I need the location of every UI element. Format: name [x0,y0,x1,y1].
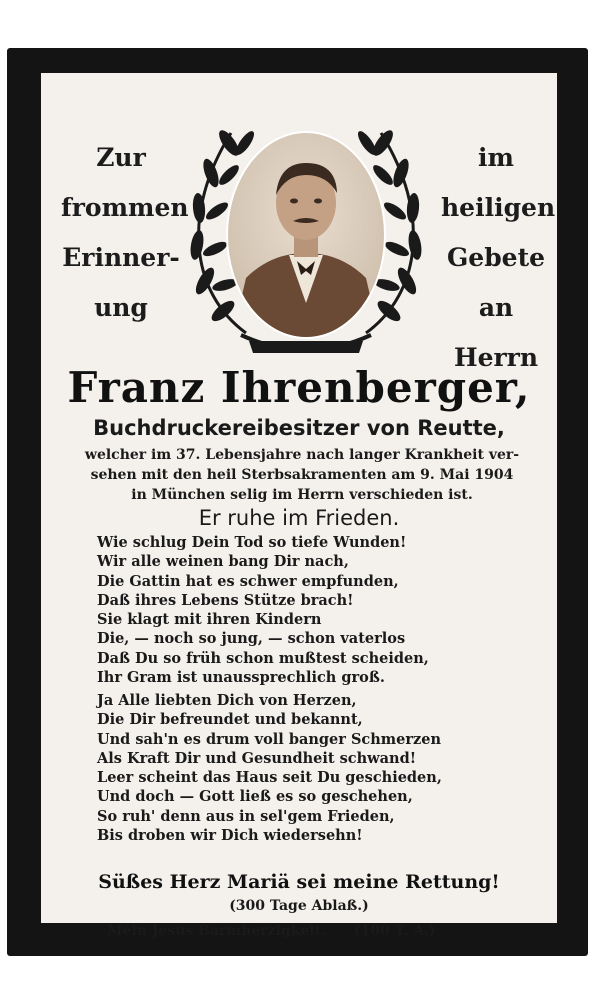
heading-right-line: an Herrn [453,293,539,372]
laurel-wreath-icon [171,103,441,373]
poem-line: Ihr Gram ist unaussprechlich groß. [97,669,385,687]
death-notice [57,445,547,505]
poem-line: Die Dir befreundet und bekannt, [97,711,363,729]
heading-left-line: ung [94,293,148,322]
poem-line: Leer scheint das Haus seit Du geschieden, [97,769,442,787]
poem-line: Sie klagt mit ihren Kindern [97,611,322,629]
poem-line: So ruh' denn aus in sel'gem Frieden, [97,807,395,825]
occupation: Buchdruckereibesitzer von Reutte, [93,416,505,440]
poem-line: Ja Alle liebten Dich von Herzen, [97,692,357,709]
heading-right [441,133,556,372]
prayer-indulgence: (300 Tage Ablaß.) [229,898,369,914]
notice-line: in München selig im Herrn verschieden ist. [131,487,473,503]
notice-line: welcher im 37. Lebensjahre nach langer Krankheit ver- [84,447,520,463]
portrait-photo [221,128,391,343]
deceased-name: Franz Ihrenberger, [67,363,531,412]
notice-line: sehen mit den heil Sterbsakramenten am 9. Mai 1904 [90,467,514,483]
heading-left-line: Zur [96,143,146,172]
heading-left [61,133,189,333]
poem-line: Daß ihres Lebens Stütze brach! [97,591,354,609]
card-paper [41,73,557,939]
poem-line: Daß Du so früh schon mußtest scheiden, [97,649,429,667]
rest-in-peace: Er ruhe im Frieden. [198,506,400,530]
poem-line: Und sah'n es drum voll banger Schmerzen [97,730,441,748]
poem-line: Wie schlug Dein Tod so tiefe Wunden! [97,534,407,551]
memorial-card [7,48,588,956]
prayer: Süßes Herz Mariä sei meine Rettung! [98,871,500,893]
poem-line: Als Kraft Dir und Gesundheit schwand! [97,749,417,767]
heading-right-line: Gebete [446,243,546,272]
footer [107,923,435,939]
footer-prayer: Mein Jesus Barmherzigkeit. [107,923,327,939]
portrait-frame [171,103,441,373]
poem-line: Bis droben wir Dich wiedersehn! [97,827,363,845]
footer-indulgence: (100 T. A.) [354,923,436,939]
poem-stanza-2 [97,691,442,845]
heading-left-line: Erinner- [62,243,180,272]
poem-line: Die, — noch so jung, — schon vaterlos [97,630,406,648]
heading-right-line: heiligen [441,193,556,222]
heading-right-line: im [478,143,514,172]
heading-left-line: frommen [61,193,189,222]
poem-line: Wir alle weinen bang Dir nach, [97,553,349,571]
poem-stanza-1 [97,533,429,687]
poem-line: Die Gattin hat es schwer empfunden, [97,572,399,590]
poem-line: Und doch — Gott ließ es so geschehen, [97,788,413,806]
